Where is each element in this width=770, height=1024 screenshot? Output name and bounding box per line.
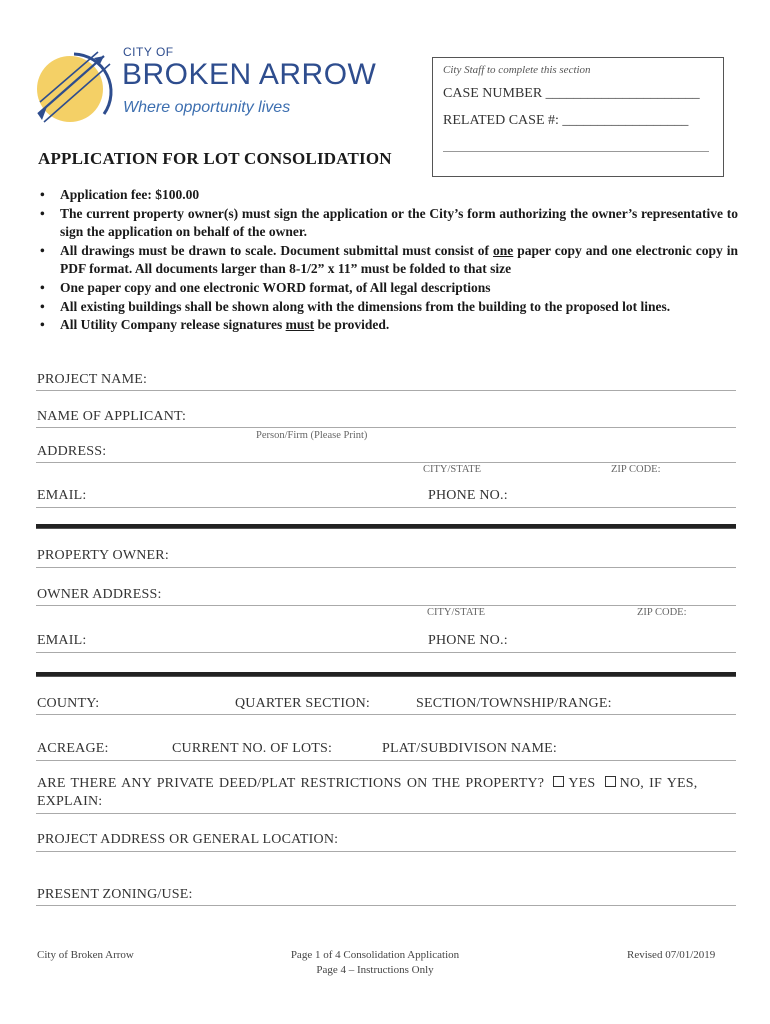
county-label: COUNTY: [37, 696, 100, 711]
case-number-field[interactable]: CASE NUMBER ______________________ [443, 86, 700, 101]
buildings-text: All existing buildings shall be shown along with the dimensions from the building to the proposed lot lines. [60, 298, 671, 314]
footer-left: City of Broken Arrow [37, 949, 134, 961]
section-divider [36, 672, 736, 677]
no-checkbox[interactable] [605, 776, 616, 787]
acreage-label: ACREAGE: [37, 741, 109, 756]
footer-center-2: Page 4 – Instructions Only [316, 964, 434, 976]
logo-city-text: CITY OF [123, 45, 174, 59]
address-label: ADDRESS: [37, 444, 107, 459]
explain-label: EXPLAIN: [37, 794, 103, 809]
city-state-hint: CITY/STATE [423, 464, 482, 475]
list-item [38, 186, 738, 205]
email-phone-line[interactable] [36, 507, 736, 508]
drawings-text-underline: one [493, 242, 514, 258]
explain-line[interactable] [36, 813, 736, 814]
county-line[interactable] [36, 714, 736, 715]
address-line[interactable] [36, 462, 736, 463]
location-label: PROJECT ADDRESS OR GENERAL LOCATION: [37, 832, 339, 847]
project-name-line[interactable] [36, 390, 736, 391]
owner-zip-hint: ZIP CODE: [637, 607, 687, 618]
page-title: APPLICATION FOR LOT CONSOLIDATION [38, 149, 392, 168]
utility-text-post: be provided. [314, 317, 390, 333]
word-format-text: One paper copy and one electronic WORD format, of All legal descriptions [60, 279, 491, 295]
logo-name-text: BROKEN ARROW [122, 58, 377, 91]
str-label: SECTION/TOWNSHIP/RANGE: [416, 696, 612, 711]
owner-address-line[interactable] [36, 605, 736, 606]
list-item [38, 298, 738, 317]
staff-heading: City Staff to complete this section [443, 64, 591, 76]
list-item [38, 205, 738, 242]
property-owner-label: PROPERTY OWNER: [37, 548, 169, 563]
footer-right: Revised 07/01/2019 [627, 949, 716, 961]
drawings-text-post: paper copy and one electronic copy in PDF format. All documents larger than 8-1/2” x 11” must be folded to that size [60, 242, 738, 277]
utility-text-pre: All Utility Company release signatures [60, 317, 286, 333]
quarter-section-label: QUARTER SECTION: [235, 696, 370, 711]
requirements-list [38, 186, 738, 335]
list-item [38, 316, 738, 335]
owner-address-label: OWNER ADDRESS: [37, 587, 162, 602]
property-owner-line[interactable] [36, 567, 736, 568]
zoning-label: PRESENT ZONING/USE: [37, 887, 193, 902]
restrictions-text: ARE THERE ANY PRIVATE DEED/PLAT RESTRICTIONS ON THE PROPERTY? [37, 776, 545, 791]
owner-email-phone-line[interactable] [36, 652, 736, 653]
city-logo [34, 44, 414, 134]
applicant-hint: Person/Firm (Please Print) [256, 430, 368, 441]
zip-hint: ZIP CODE: [611, 464, 661, 475]
phone-label: PHONE NO.: [428, 488, 508, 503]
utility-text-underline: must [285, 317, 315, 333]
applicant-line[interactable] [36, 427, 736, 428]
footer-center-1: Page 1 of 4 Consolidation Application [290, 949, 460, 961]
owner-phone-label: PHONE NO.: [428, 633, 508, 648]
related-case-field[interactable]: RELATED CASE #: __________________ [443, 113, 689, 128]
logo-tagline: Where opportunity lives [123, 99, 291, 116]
list-item [38, 242, 738, 279]
section-divider [36, 524, 736, 529]
list-item [38, 279, 738, 298]
applicant-label: NAME OF APPLICANT: [37, 409, 187, 424]
restrictions-question [37, 776, 737, 792]
no-label: NO, IF YES, [619, 776, 698, 791]
owner-city-state-hint: CITY/STATE [427, 607, 486, 618]
drawings-text-pre: All drawings must be drawn to scale. Document submittal must consist of [60, 242, 494, 258]
lots-label: CURRENT NO. OF LOTS: [172, 741, 333, 756]
owner-email-label: EMAIL: [37, 633, 87, 648]
staff-blank-line[interactable] [443, 151, 709, 152]
owner-sign-text: The current property owner(s) must sign the application or the City’s form authorizing the owner’s representative to sign the application on behalf of the owner. [60, 205, 738, 240]
location-line[interactable] [36, 851, 736, 852]
staff-section-box [432, 57, 724, 177]
plat-label: PLAT/SUBDIVISON NAME: [382, 741, 557, 756]
fee-text: Application fee: $100.00 [60, 187, 200, 202]
yes-checkbox[interactable] [553, 776, 564, 787]
email-label: EMAIL: [37, 488, 87, 503]
acreage-line[interactable] [36, 760, 736, 761]
zoning-line[interactable] [36, 905, 736, 906]
broken-arrow-emblem-icon [34, 44, 124, 134]
yes-label: YES [568, 776, 596, 791]
project-name-label: PROJECT NAME: [37, 372, 148, 387]
